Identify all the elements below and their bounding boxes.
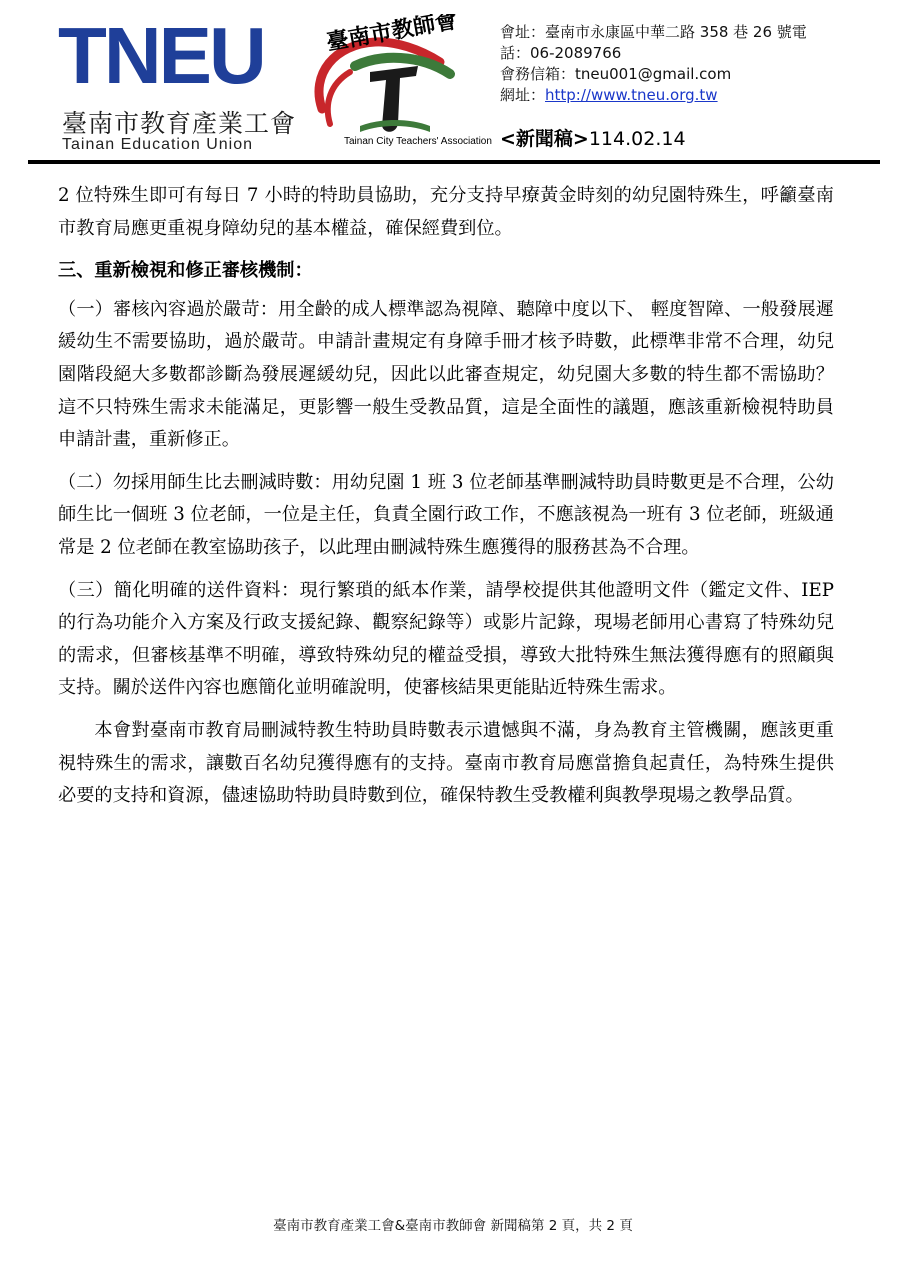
svg-text:臺南市教師會: 臺南市教師會 bbox=[324, 14, 460, 56]
press-label: <新聞稿> bbox=[500, 128, 589, 150]
tca-logo bbox=[300, 14, 492, 154]
tneu-name-cn: 臺南市教育產業工會 bbox=[62, 109, 297, 138]
email-line: 會務信箱：tneu001@gmail.com bbox=[500, 65, 732, 83]
contact-info bbox=[500, 22, 880, 106]
conclusion-paragraph: 本會對臺南市教育局刪減特教生特助員時數表示遺憾與不滿，身為教育主管機關，應該更重視特殊生的需求，讓數百名幼兒獲得應有的支持。臺南市教育局應當擔負起責任，為特殊生提供必要的支持和資源，儘速協助特助員時數到位，確保特教生受教權利與教學現場之教學品質。 bbox=[58, 719, 834, 807]
phone-line: 話：06-2089766 bbox=[500, 44, 622, 62]
website-line bbox=[500, 85, 880, 106]
tca-emblem-icon bbox=[300, 14, 485, 154]
intro-paragraph: 2 位特殊生即可有每日 7 小時的特助員協助，充分支持早療黃金時刻的幼兒園特殊生，呼籲臺南市教育局應更重視身障幼兒的基本權益，確保經費到位。 bbox=[58, 185, 834, 239]
website-label: 網址： bbox=[500, 86, 546, 104]
tca-name-en: Tainan City Teachers' Association bbox=[344, 136, 492, 147]
item-3-paragraph: （三）簡化明確的送件資料：現行繁瑣的紙本作業，請學校提供其他證明文件（鑑定文件、IEP 的行為功能介入方案及行政支援紀錄、觀察紀錄等）或影片記錄，現場老師用心書寫了特殊幼兒的需求，但審核基準不明確，導致特殊幼兒的權益受損，導致大批特殊生無法獲得應有的照顧與支持。關於送件內容也應簡化並明確說明，使審核結果更能貼近特殊生需求。 bbox=[58, 579, 834, 699]
address-line: 會址：臺南市永康區中華二路 358 巷 26 號電 bbox=[500, 23, 807, 41]
document-body bbox=[58, 180, 834, 823]
website-link[interactable]: http://www.tneu.org.tw bbox=[545, 86, 718, 104]
letterhead bbox=[0, 0, 906, 170]
press-release-tag bbox=[500, 124, 686, 151]
item-2-paragraph: （二）勿採用師生比去刪減時數：用幼兒園 1 班 3 位老師基準刪減特助員時數更是不合理，公幼師生比一個班 3 位老師，一位是主任，負責全園行政工作，不應該視為一班有 3 位老師，班級通常是 2 位老師在教室協助孩子，以此理由刪減特殊生應獲得的服務甚為不合理。 bbox=[58, 471, 834, 558]
item-1-paragraph: （一）審核內容過於嚴苛：用全齡的成人標準認為視障、聽障中度以下、 輕度智障、一般發展遲緩幼生不需要協助，過於嚴苛。申請計畫規定有身障手冊才核予時數，此標準非常不合理，幼兒園階段絕大多數都診斷為發展遲緩幼兒，因此以此審查規定，幼兒園大多數的特生都不需協助？這不只特殊生需求未能滿足，更影響一般生受教品質，這是全面性的議題，應該重新檢視特助員申請計畫，重新修正。 bbox=[58, 298, 834, 451]
page-footer: 臺南市教育產業工會&臺南市教師會 新聞稿第 2 頁，共 2 頁 bbox=[273, 1218, 633, 1234]
section-heading: 三、重新檢視和修正審核機制： bbox=[58, 260, 313, 282]
tneu-name-en: Tainan Education Union bbox=[62, 136, 254, 153]
tneu-wordmark: TNEU bbox=[58, 11, 264, 100]
header-divider bbox=[28, 160, 880, 164]
tneu-logo bbox=[58, 11, 297, 153]
press-date: 114.02.14 bbox=[588, 128, 686, 150]
